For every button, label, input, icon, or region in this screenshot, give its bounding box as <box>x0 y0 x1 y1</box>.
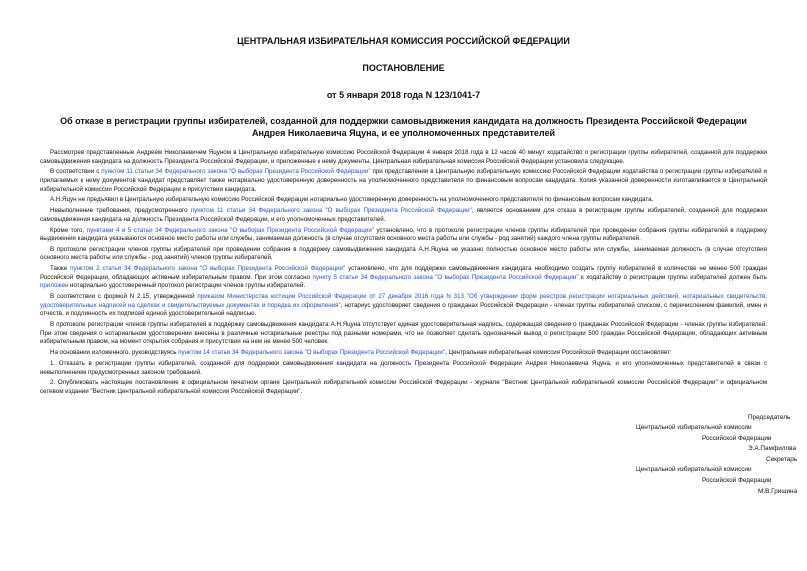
signature-line: Центральной избирательной комиссии <box>636 466 752 474</box>
text: , является основанием для отказа в регистрации группы избирателей, созданной для поддержки самовыдвижения кандидата на должность Президента Российской Федерации, и его уполномоченных представителей. <box>40 207 767 223</box>
law-link[interactable]: пунктами 4 и 5 статьи 34 Федерального закона "О выборах Президента Российской Федерации" <box>86 226 374 234</box>
order-link[interactable]: приказом Министерства юстиции Российской Федерации от 27 декабря 2016 года N 313 "Об утверждении форм реестров регистрации нотариальных действий, нотариальных свидетельств, удостоверительных надписей на сделках и свидетельствуемых документах и порядка их оформления" <box>40 293 767 309</box>
doc-date-number: от 5 января 2018 года N 123/1041-7 <box>326 90 481 100</box>
text: В соответствии с <box>50 168 102 176</box>
paragraph <box>40 293 767 319</box>
law-link[interactable]: пунктом 11 статьи 34 Федерального закона "О выборах Президента Российской Федерации" <box>101 168 371 176</box>
law-link[interactable]: пунктом 11 статьи 34 Федерального закона "О выборах Президента Российской Федерации" <box>190 207 472 215</box>
text: В соответствии с формой N 2.15, утвержденной <box>50 293 198 301</box>
paragraph <box>40 168 767 194</box>
paragraph <box>40 207 767 224</box>
text: Невыполнение требования, предусмотренного <box>50 207 191 215</box>
signature-line: Российской Федерации <box>702 434 772 442</box>
paragraph: В протоколе регистрации членов группы избирателей в поддержку самовыдвижения кандидата А.Н.Яцуна отсутствует единая удостоверительная надпись, содержащая сведения о гражданах Российской Федерации - членах группы избирателей. При этом сведения о нотариальном удостоверении внесены в различные нотариальные реестры под разными номерами, что не позволяет сделать однозначный вывод о регистрации 500 граждан Российской Федерации, обладающих активным избирательным правом, на момент открытия собрания и присутствии на нем не менее 500 человек. <box>40 321 767 346</box>
law-link[interactable]: пункту 5 статьи 34 Федерального закона "О выборах Президента Российской Федерации" <box>312 273 579 281</box>
law-link[interactable]: пунктом 14 статьи 34 Федерального закона "О выборах Президента Российской Федерации" <box>178 349 446 357</box>
signer-name: М.В.Гришина <box>758 487 798 495</box>
text: , Центральная избирательная комиссия Российской Федерации постановляет: <box>445 349 672 357</box>
paragraph: В протоколе регистрации членов группы избирателей при проведении собрания в поддержку самовыдвижения кандидата А.Н.Яцуна не указано полностью основное место работы или службы, занимаемая должность (в случае отсутствия основного места работы или службы - род занятий) членов группы избирателей. <box>40 245 767 262</box>
doc-body <box>40 149 767 397</box>
signature-line: Председатель <box>748 413 791 421</box>
signature-line: Российской Федерации <box>702 477 772 485</box>
paragraph <box>40 349 767 358</box>
paragraph: 1. Отказать в регистрации группы избирателей, созданной для поддержки самовыдвижения кандидата на должность Президента Российской Федерации Андрея Николаевича Яцуна, и его уполномоченных представителей в связи с невыполнением предусмотренных законом требований. <box>40 359 767 376</box>
signature-line: Центральной избирательной комиссии <box>636 424 752 432</box>
doc-title: Об отказе в регистрации группы избирателей, созданной для поддержки самовыдвижения кандидата на должность Президента Российской Федерации Андрея Николаевича Яцуна, и ее уполномоченных представителей <box>60 116 747 138</box>
text: На основании изложенного, руководствуясь <box>50 349 179 357</box>
paragraph: А.Н.Яцун не предъявил в Центральную избирательную комиссию Российской Федерации нотариально удостоверенную доверенность на уполномоченного представителя по финансовым вопросам кандидата. <box>50 196 654 204</box>
text: к ходатайству о регистрации группы избирателей должен быть <box>578 273 767 281</box>
paragraph: Рассмотрев представленные Андреем Николаевичем Яцуном в Центральную избирательную комиссию Российской Федерации 4 января 2018 года в 12 часов 40 минут ходатайство о регистрации группы избирателей, созданной для поддержки самовыдвижения кандидата на должность Президента Российской Федерации, и приложенные к нему документы, Центральная избирательная комиссия Российской Федерации установила следующее. <box>40 149 767 165</box>
paragraph <box>40 265 767 291</box>
doc-type: ПОСТАНОВЛЕНИЕ <box>362 63 445 73</box>
text: при представлении в Центральную избирательную комиссию Российской Федерации ходатайства о регистрации группы избирателей и прилагаемых к нему документов кандидат представляет также нотариально удостоверенную доверенность на уполномоченного представителя по финансовым вопросам кандидата. Копия указанной доверенности изготавливается в Центральной избирательной комиссии Российской Федерации в присутствии кандидата. <box>40 168 767 193</box>
text: Кроме того, <box>50 226 87 234</box>
form-link[interactable]: приложен <box>40 282 69 290</box>
text: нотариально удостоверенный протокол регистрации членов группы избирателей. <box>68 282 306 290</box>
signer-name: Э.А.Памфилова <box>748 445 797 453</box>
text: Также <box>50 265 71 273</box>
text: установлено, что в протоколе регистрации членов группы избирателей при проведении собрания группы избирателей в поддержку выдвижения кандидата указываются основное место работы или службы, занимаемая должность (в случае отсутствия основного места работы или службы - род занятий) каждого члена группы избирателей. <box>40 226 767 243</box>
signature-line: Секретарь <box>766 455 798 463</box>
text: установлено, что для поддержки самовыдвижения кандидата необходимо создать группу избирателей в количестве не менее 500 граждан Российской Федерации, обладающих активным избирательным правом. При этом согласно <box>40 265 768 281</box>
paragraph <box>40 227 767 244</box>
signature-block <box>40 413 798 498</box>
law-link[interactable]: пунктом 2 статьи 34 Федерального закона "О выборах Президента Российской Федерации" <box>70 265 346 273</box>
text: , нотариус удостоверяет сведения о гражданах Российской Федерации - членах группы избирателей списком, с перечислением фамилий, имен и отчеств, и подлинность их подписей единой удостоверительной надписью. <box>40 301 767 318</box>
paragraph: 2. Опубликовать настоящее постановление в официальном печатном органе Центральной избирательной комиссии Российской Федерации - журнале "Вестник Центральной избирательной комиссии Российской Федерации" и официальном сетевом издании "Вестник Центральной избирательной комиссии Российской Федерации". <box>40 379 767 395</box>
org-name: ЦЕНТРАЛЬНАЯ ИЗБИРАТЕЛЬНАЯ КОМИССИЯ РОССИЙСКОЙ ФЕДЕРАЦИИ <box>237 36 570 46</box>
